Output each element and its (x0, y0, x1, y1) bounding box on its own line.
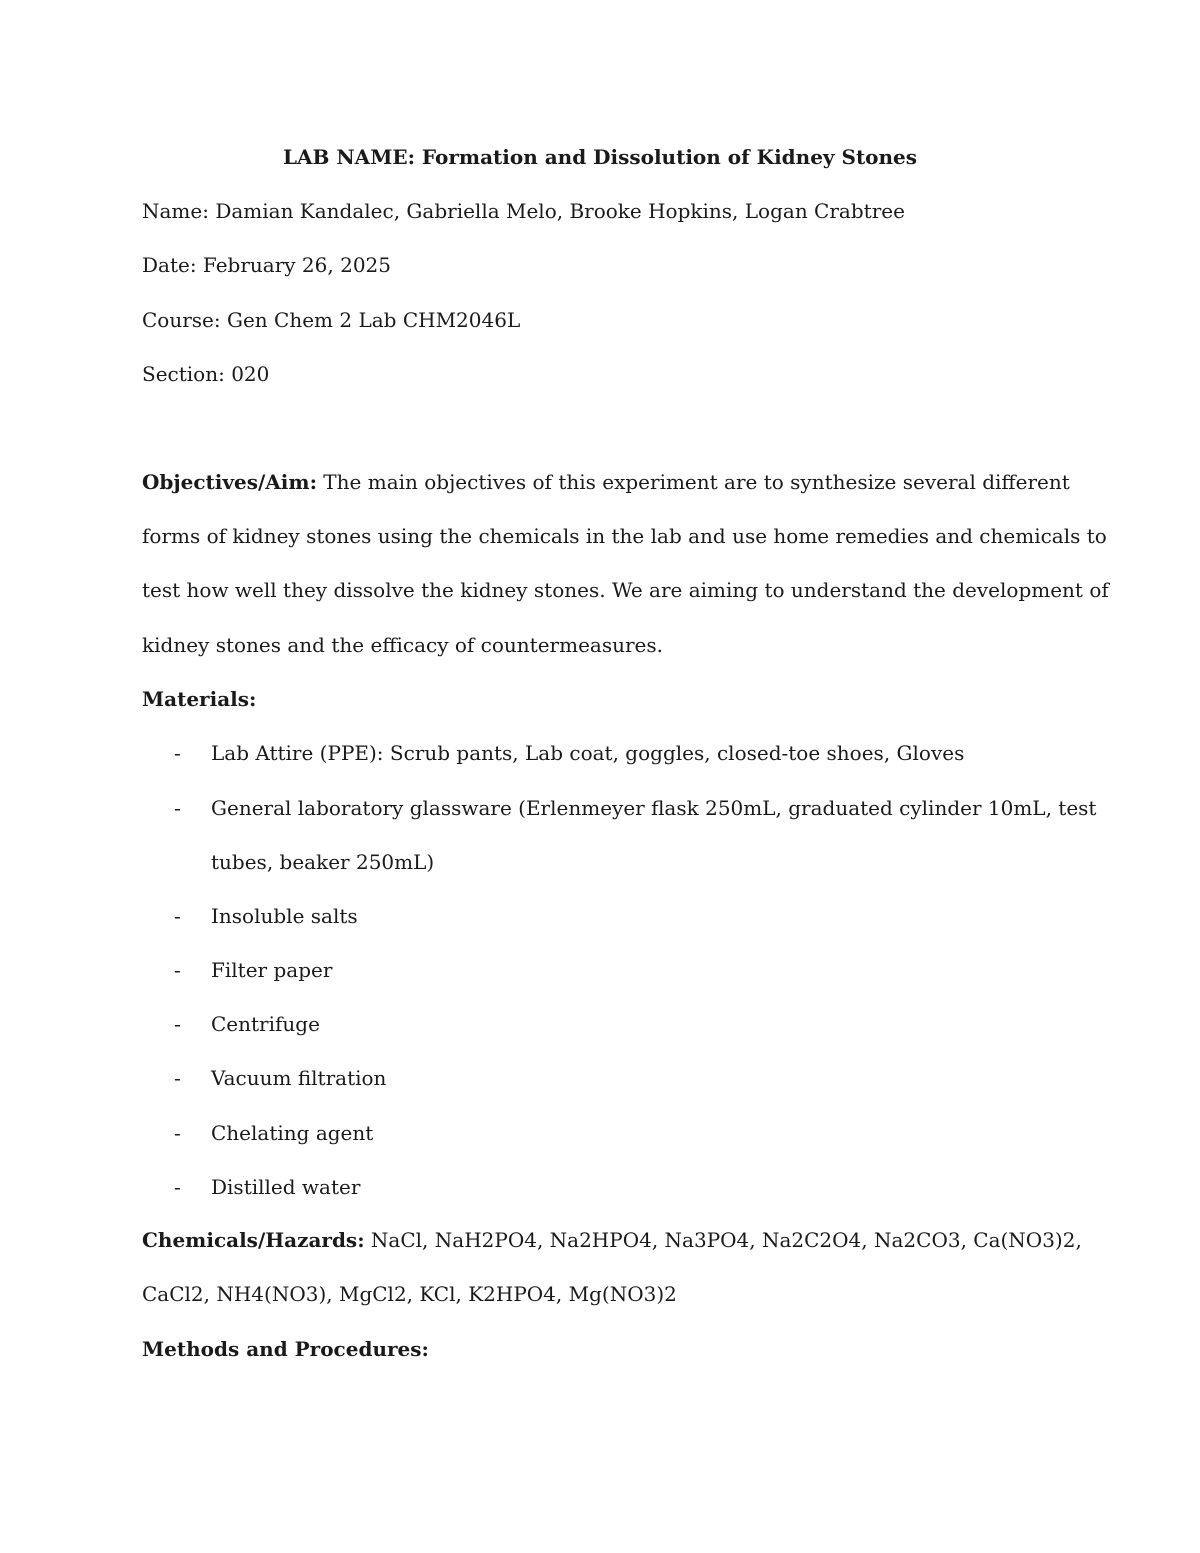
names-line: Name: Damian Kandalec, Gabriella Melo, Brooke Hopkins, Logan Crabtree (142, 199, 905, 223)
chemicals-label: Chemicals/Hazards: (142, 1228, 365, 1252)
course-line: Course: Gen Chem 2 Lab CHM2046L (142, 308, 521, 332)
list-bullet: - (174, 741, 181, 765)
materials-item: Insoluble salts (211, 904, 358, 928)
section-line: Section: 020 (142, 362, 270, 386)
methods-heading: Methods and Procedures: (142, 1337, 429, 1361)
materials-item: Filter paper (211, 958, 333, 982)
chemicals-paragraph-line-1 (142, 1227, 1082, 1253)
materials-item: General laboratory glassware (Erlenmeyer flask 250mL, graduated cylinder 10mL, test (211, 796, 1097, 820)
materials-item: Centrifuge (211, 1012, 320, 1036)
objectives-text: The main objectives of this experiment are to synthesize several different (316, 470, 1070, 494)
chemicals-text: NaCl, NaH2PO4, Na2HPO4, Na3PO4, Na2C2O4, Na2CO3, Ca(NO3)2, (364, 1228, 1082, 1252)
objectives-paragraph-line-2: forms of kidney stones using the chemicals in the lab and use home remedies and chemicals to (142, 524, 1107, 548)
list-bullet: - (174, 796, 181, 820)
materials-item: Chelating agent (211, 1121, 374, 1145)
objectives-label: Objectives/Aim: (142, 470, 317, 494)
objectives-paragraph-line-1 (142, 469, 1070, 495)
chemicals-paragraph-line-2: CaCl2, NH4(NO3), MgCl2, KCl, K2HPO4, Mg(NO3)2 (142, 1282, 677, 1306)
materials-item: Distilled water (211, 1175, 361, 1199)
materials-item: Lab Attire (PPE): Scrub pants, Lab coat, goggles, closed-toe shoes, Gloves (211, 741, 965, 765)
objectives-paragraph-line-3: test how well they dissolve the kidney stones. We are aiming to understand the development of (142, 578, 1109, 602)
materials-item: Vacuum filtration (211, 1066, 387, 1090)
materials-heading: Materials: (142, 687, 257, 711)
list-bullet: - (174, 1012, 181, 1036)
list-bullet: - (174, 1175, 181, 1199)
list-bullet: - (174, 904, 181, 928)
list-bullet: - (174, 1121, 181, 1145)
lab-title: LAB NAME: Formation and Dissolution of Kidney Stones (282, 145, 918, 169)
list-bullet: - (174, 958, 181, 982)
materials-item-continuation: tubes, beaker 250mL) (211, 850, 435, 874)
date-line: Date: February 26, 2025 (142, 253, 391, 277)
list-bullet: - (174, 1066, 181, 1090)
objectives-paragraph-line-4: kidney stones and the efficacy of countermeasures. (142, 633, 663, 657)
